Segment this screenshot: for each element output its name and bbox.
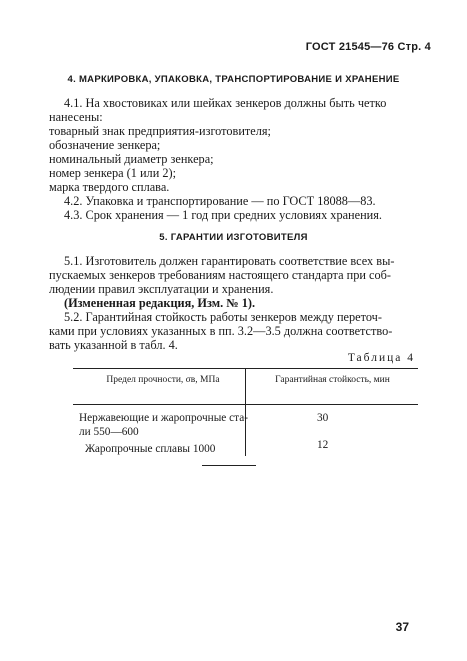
paragraph-4-1-line: нанесены: <box>49 110 103 124</box>
table-row-2-value: 12 <box>317 439 329 451</box>
table-row-2-material: Жаропрочные сплавы 1000 <box>85 443 216 455</box>
paragraph-5-2-line: вать указанной в табл. 4. <box>49 338 178 352</box>
amendment-note: (Измененная редакция, Изм. № 1). <box>64 296 256 310</box>
paragraph-4-2: 4.2. Упаковка и транспортирование — по ГОСТ 18088—83. <box>64 194 376 208</box>
section-5-title: 5. ГАРАНТИИ ИЗГОТОВИТЕЛЯ <box>159 232 308 243</box>
marking-item: товарный знак предприятия-изготовителя; <box>49 124 271 138</box>
paragraph-4-1-line: 4.1. На хвостовиках или шейках зенкеров должны быть четко <box>64 96 387 110</box>
table-row-1-material: Нержавеющие и жаропрочные ста- <box>79 412 249 424</box>
paragraph-5-1-line: 5.1. Изготовитель должен гарантировать соответствие всех вы- <box>64 254 395 268</box>
standard-header: ГОСТ 21545—76 Стр. 4 <box>305 41 431 53</box>
paragraph-5-2-line: ками при условиях указанных в пп. 3.2—3.5 должна соответство- <box>49 324 393 338</box>
marking-item: номинальный диаметр зенкера; <box>49 152 214 166</box>
table-row-1-material-cont: ли 550—600 <box>79 426 139 438</box>
page-number: 37 <box>395 620 409 634</box>
table-header-strength: Предел прочности, σв, МПа <box>106 375 220 385</box>
paragraph-5-1-line: людении правил эксплуатации и хранения. <box>49 282 274 296</box>
table-4 <box>73 368 418 486</box>
table-row-1-value: 30 <box>317 412 329 424</box>
paragraph-5-2-line: 5.2. Гарантийная стойкость работы зенкеров между переточ- <box>64 310 382 324</box>
paragraph-5-1-line: пускаемых зенкеров требованиям настоящего стандарта при соб- <box>49 268 391 282</box>
marking-item: обозначение зенкера; <box>49 138 161 152</box>
marking-item: марка твердого сплава. <box>49 180 170 194</box>
marking-item: номер зенкера (1 или 2); <box>49 166 177 180</box>
section-4-title: 4. МАРКИРОВКА, УПАКОВКА, ТРАНСПОРТИРОВАНИЕ И ХРАНЕНИЕ <box>67 74 400 85</box>
table-header-durability: Гарантийная стойкость, мин <box>275 375 390 385</box>
table-caption: Таблица 4 <box>347 352 415 364</box>
paragraph-4-3: 4.3. Срок хранения — 1 год при средних условиях хранения. <box>64 208 382 222</box>
end-rule <box>202 465 256 466</box>
